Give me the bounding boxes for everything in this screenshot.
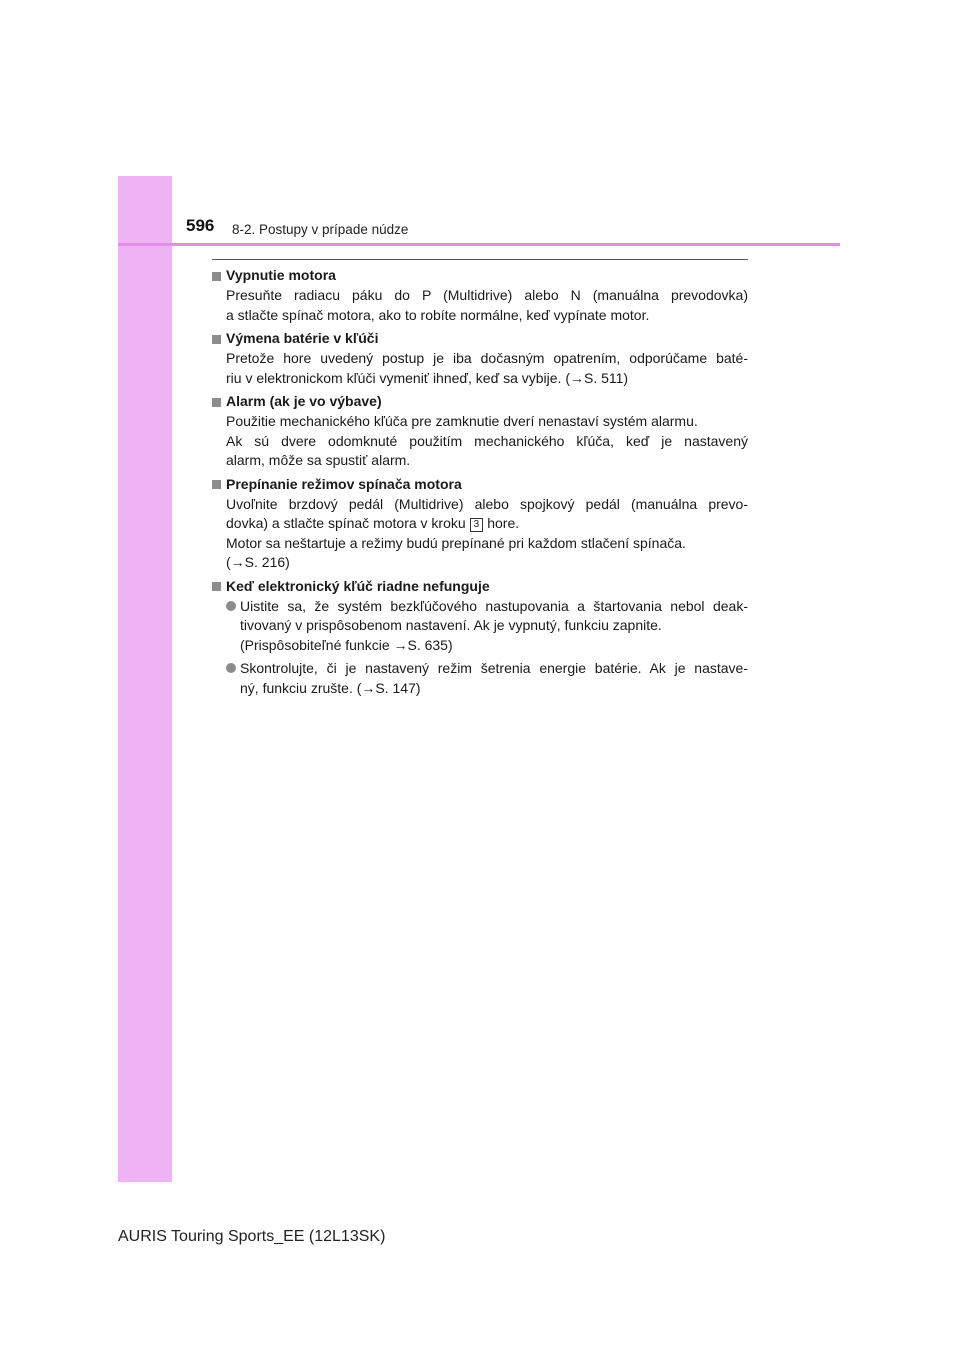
page-content xyxy=(212,266,748,702)
section-heading: Výmena batérie v kľúči xyxy=(212,329,748,349)
content-top-rule xyxy=(212,259,748,260)
list-item: Uistite sa, že systém bezkľúčového nastupovania a štartovania nebol deak- tivovaný v prispôsobenom nastavení. Ak je vypnutý, funkciu zapnite. (Prispôsobiteľné funkcie →S. 635) xyxy=(226,597,748,656)
section-key-malfunction xyxy=(212,577,748,699)
section-body: Použitie mechanického kľúča pre zamknutie dverí nenastaví systém alarmu. Ak sú dvere odomknuté použitím mechanického kľúča, keď je nastavený alarm, môže sa spustiť alarm. xyxy=(226,413,748,468)
square-bullet-icon xyxy=(212,480,221,489)
header-rule xyxy=(118,243,840,246)
round-bullet-icon xyxy=(226,601,236,611)
square-bullet-icon xyxy=(212,335,221,344)
section-body: Pretože hore uvedený postup je iba dočasným opatrením, odporúčame baté- riu v elektronickom kľúči vymeniť ihneď, keď sa vybije. (→S. 511) xyxy=(226,350,748,386)
section-heading: Keď elektronický kľúč riadne nefunguje xyxy=(212,577,748,597)
round-bullet-icon xyxy=(226,663,236,673)
section-body: Presuňte radiacu páku do P (Multidrive) alebo N (manuálna prevodovka) a stlačte spínač motora, ako to robíte normálne, keď vypínate motor. xyxy=(226,287,748,323)
footer-model-code: AURIS Touring Sports_EE (12L13SK) xyxy=(118,1228,386,1245)
list-item: Skontrolujte, či je nastavený režim šetrenia energie batérie. Ak je nastave- ný, funkciu zrušte. (→S. 147) xyxy=(226,659,748,698)
section-heading: Alarm (ak je vo výbave) xyxy=(212,392,748,412)
section-engine-off xyxy=(212,266,748,325)
page-number: 596 xyxy=(186,216,215,235)
section-heading: Prepínanie režimov spínača motora xyxy=(212,475,748,495)
section-body: Uvoľnite brzdový pedál (Multidrive) alebo spojkový pedál (manuálna prevo- dovka) a stlačte spínač motora v kroku 3 hore. Motor sa neštartuje a režimy budú prepínané pri každom stlačení spínača. (→S. 216) xyxy=(226,495,748,570)
section-key-battery xyxy=(212,329,748,388)
square-bullet-icon xyxy=(212,398,221,407)
step-reference-box: 3 xyxy=(470,518,484,532)
section-mode-switch xyxy=(212,475,748,573)
square-bullet-icon xyxy=(212,582,221,591)
chapter-section-title: 8-2. Postupy v prípade núdze xyxy=(232,222,409,237)
section-heading: Vypnutie motora xyxy=(212,266,748,286)
section-alarm xyxy=(212,392,748,471)
chapter-tab-sidebar xyxy=(118,176,172,1182)
square-bullet-icon xyxy=(212,272,221,281)
